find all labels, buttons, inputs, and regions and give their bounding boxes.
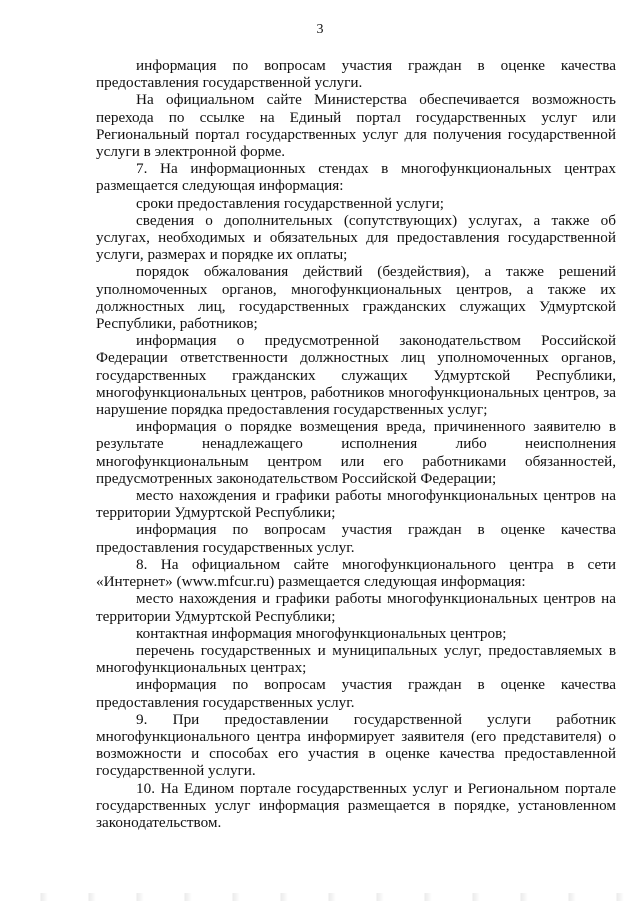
paragraph-item-9: 9. При предоставлении государственной услуги работник многофункционального центра информирует заявителя (его представителя) о возможности и способах его участия в оценке качества предоставленной государственной услуги. xyxy=(96,710,616,780)
paragraph-item-7: 7. На информационных стендах в многофункциональных центрах размещается следующая информация: xyxy=(96,160,616,195)
paragraph-quality-assessment-2: информация по вопросам участия граждан в оценке качества предоставления государственных услуг. xyxy=(96,676,616,711)
paragraph-item-10: 10. На Едином портале государственных услуг и Региональном портале государственных услуг информация размещается в порядке, установленном законодательством. xyxy=(96,779,616,831)
paragraph-appeal-procedure: порядок обжалования действий (бездействия), а также решений уполномоченных органов, многофункциональных центров, а также их должностных лиц, государственных гражданских служащих Удмуртской Республики, работников; xyxy=(96,263,616,333)
paragraph-quality-assessment: информация по вопросам участия граждан в оценке качества предоставления государственных услуг. xyxy=(96,521,616,556)
document-body xyxy=(96,57,616,831)
paragraph-terms: сроки предоставления государственной услуги; xyxy=(136,194,444,212)
paragraph-additional-services: сведения о дополнительных (сопутствующих) услугах, а также об услугах, необходимых и обязательных для предоставления государственной услуги, размерах и порядке их оплаты; xyxy=(96,211,616,264)
paragraph-services-list: перечень государственных и муниципальных услуг, предоставляемых в многофункциональных центрах; xyxy=(96,641,616,677)
paragraph-locations: место нахождения и графики работы многофункциональных центров на территории Удмуртской Республики; xyxy=(96,487,616,522)
paragraph-item-8: 8. На официальном сайте многофункционального центра в сети «Интернет» (www.mfcur.ru) размещается следующая информация: xyxy=(96,555,616,591)
page-number: 3 xyxy=(316,22,324,37)
paragraph-contact-info: контактная информация многофункциональных центров; xyxy=(136,624,507,642)
paragraph-quality-info: информация по вопросам участия граждан в оценке качества предоставления государственной услуги. xyxy=(96,57,616,92)
paragraph-mfc-locations: место нахождения и графики работы многофункциональных центров на территории Удмуртской Республики; xyxy=(96,590,616,625)
paragraph-ministry-site: На официальном сайте Министерства обеспечивается возможность перехода по ссылке на Единый портал государственных услуг или Региональный портал государственных услуг для получения государственной услуги в электронной форме. xyxy=(96,91,616,161)
scan-artifact-edge xyxy=(0,893,640,901)
paragraph-damage-compensation: информация о порядке возмещения вреда, причиненного заявителю в результате ненадлежащего исполнения либо неисполнения многофункциональным центром или его работниками обязанностей, предусмотренных законодательством Российской Федерации; xyxy=(96,418,616,487)
paragraph-responsibility: информация о предусмотренной законодательством Российской Федерации ответственности должностных лиц уполномоченных органов, государственных гражданских служащих Удмуртской Республики, многофункциональных центров, работников многофункциональных центров, за нарушение порядка предоставления государственных услуг; xyxy=(96,332,616,419)
